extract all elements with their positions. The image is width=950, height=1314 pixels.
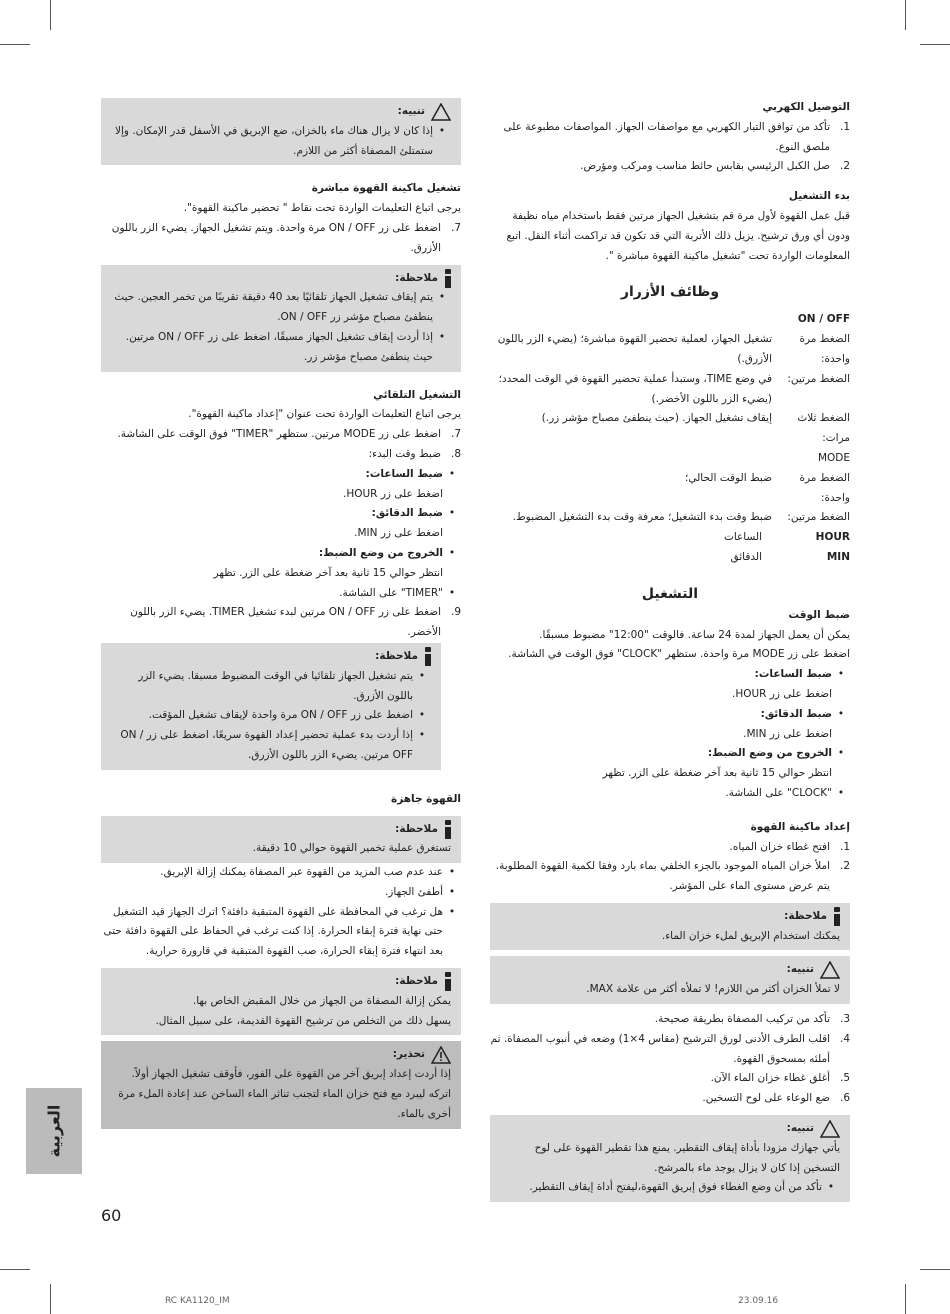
warning-triangle-icon (820, 1120, 840, 1138)
page-number: 60 (101, 1206, 122, 1225)
numbered-item: 1. تأكد من توافق التيار الكهربي مع مواصفات الجهاز. المواصفات مطبوعة على ملصق النوع. (503, 120, 850, 153)
note-box: ملاحظة: يمكن إزالة المصفاة من الجهاز من خلال المقبض الخاص بها. يسهل ذلك من التخلص من ترشيح القهوة القديمة، على سبيل المثال. (101, 968, 461, 1035)
bullet-item: • أطفئ الجهاز. (384, 885, 456, 898)
crop-mark (920, 1269, 950, 1270)
auto-intro: يرجى اتباع التعليمات الواردة تحت عنوان "إعداد ماكينة القهوة". (188, 408, 461, 421)
crop-mark (905, 0, 906, 30)
info-icon (444, 269, 451, 288)
numbered-item: 2. صل الكبل الرئيسي بقابس حائط مناسب ومركب ومؤرض. (580, 160, 850, 173)
numbered-item: 8. ضبط وقت البدء: (368, 447, 461, 460)
note-box: ملاحظة: تستغرق عملية تخمير القهوة حوالي 10 دقيقة. (101, 816, 461, 864)
numbered-item: 4. اقلب الطرف الأدنى لورق الترشيح (مقاس 4×1) وضعه في أنبوب المصفاة. ثم أملئه بمسحوق القهوة. (490, 1032, 850, 1065)
bullet-item: • هل ترغب في المحافظة على القهوة المتبقية دافئة؟ اترك الجهاز قيد التشغيل حتى نهاية فترة إبقاء الحرارة. إذا كنت ترغب في الحفاظ على القهوة دافئة حتى بعد انتهاء فترة إبقاء الحرارة، صب القهوة المتبقية في قارورة حرارية. (103, 905, 456, 958)
crop-mark (0, 44, 30, 45)
numbered-item: 7. اضغط على زر ON / OFF مرة واحدة. ويتم تشغيل الجهاز. يضيء الزر باللون الأزرق. (111, 221, 461, 254)
auto-heading: التشغيل التلقائي (373, 388, 461, 401)
direct-heading: تشغيل ماكينة القهوة مباشرة (311, 182, 461, 195)
warning-box: تحذير: إذا أردت إعداد إبريق آخر من القهوة على الفور، فأوقف تشغيل الجهاز أولاً. اتركه ليبرد مع فتح خزان الماء لتجنب تناثر الماء الساخن عند إعادة الملء مرة أخرى بالماء. (101, 1041, 461, 1128)
info-icon (444, 820, 451, 839)
numbered-item: 2. املأ خزان المياه الموجود بالجزء الخلفي بماء بارد وفقا لكمية القهوة المطلوبة. يتم عرض مستوى الماء على المؤشر. (495, 860, 850, 893)
key-row: الضغط مرة واحدة: تشغيل الجهاز، لعملية تحضير القهوة مباشرة؛ (يضيء الزر باللون الأزرق.) (497, 333, 850, 365)
keys-section-title: وظائف الأزرار (620, 284, 720, 301)
mode-label: MODE (817, 451, 850, 464)
start-paragraph: قبل عمل القهوة لأول مرة قم بتشغيل الجهاز مرتين فقط باستخدام مياه نظيفة ودون أي ورق ترشيح. يزيل ذلك الأتربة التي قد تكون قد تراكمت أثناء النقل. اتبع المعلومات الواردة تحت "تشغيل ماكينة القهوة مباشرة ". (506, 209, 850, 262)
note-box: ملاحظة: يمكنك استخدام الإبريق لملء خزان الماء. (490, 903, 850, 951)
language-tab: العربية (26, 1088, 82, 1174)
info-icon (444, 972, 451, 991)
start-heading: بدء التشغيل (788, 190, 850, 203)
numbered-item: 1. افتح غطاء خزان المياه. (729, 840, 850, 853)
bullet-item: • ضبط الساعات: (365, 467, 456, 480)
bullet-item: • الخروج من وضع الضبط: (707, 747, 845, 760)
set-time-line: اضغط على زر MODE مرة واحدة. ستظهر "CLOCK" فوق الوقت في الشاشة. (508, 648, 850, 661)
warning-triangle-icon (431, 103, 451, 121)
info-icon (424, 647, 431, 666)
left-column: تنبيه: • إذا كان لا يزال هناك ماء بالخزان، ضع الإبريق في الأسفل قدر الإمكان. وإلا ستمتلئ المصفاة أكثر من اللازم. تشغيل ماكينة القهوة مباشرة يرجى اتباع التعليمات الواردة تحت نقاط " تحضير ماكينة القهوة". 7. اضغط على زر ON / OFF مرة واحدة. ويتم تشغيل الجهاز. يضيء الزر باللون الأزرق. ملاحظة: • يتم إيقاف تشغيل الجهاز تلقائيًا بعد 40 دقيقة تقريبًا من تخمر العجين. حيث ينطفئ مصباح مؤشر زر ON / OFF. • إذا أردت إيقاف تشغيل الجهاز مسبقًا، اضغط على زر ON / OFF مرتين. حيث ينطفئ مصباح مؤشر زر. التشغيل التلقائي يرجى اتباع التعليمات الواردة تحت عنوان "إعداد ماكينة القهوة". 7. اضغط على زر MODE مرتين. ستظهر "TIMER" فوق الوقت على الشاشة. 8. ضبط وقت البدء: • ضبط الساعات: اضغط على زر HOUR. • ضبط الدقائق: اضغط على زر MIN. • الخروج من وضع الضبط: انتظر حوالي 15 ثانية بعد آخر ضغطة على الزر. تظهر • "TIMER" على الشاشة. 9. اضغط على زر ON / OFF مرتين لبدء تشغيل TIMER. يضيء الزر باللون الأخضر. ملاحظة: • يتم تشغيل الجهاز تلقائيا في الوقت المضبوط مسبقا. يضيء الزر باللون الأزرق. • اضغط على زر ON / OFF مرة واحدة لإيقاف تشغيل المؤقت. • إذا أردت بدء عملية تحضير إعداد القهوة سريعًا، اضغط على زر ON / OFF مرتين. يضيء الزر باللون الأزرق. القهوة جاهزة ملاحظة: تستغرق عملية تخمير القهوة حوالي 10 دقيقة. • عند عدم صب المزيد من القهوة عبر المصفاة يمكنك إزالة الإبريق. • أطفئ الجهاز. • هل ترغب في المحافظة على القهوة المتبقية دافئة؟ اترك الجهاز قيد التشغيل حتى نهاية فترة إبقاء الحرارة. إذا كنت ترغب في الحفاظ على القهوة دافئة حتى بعد انتهاء فترة إبقاء الحرارة، صب القهوة المتبقية في قارورة حرارية. ملاحظة: يمكن إزالة المصفاة من الجهاز من خلال المقبض الخاص بها. يسهل ذلك من التخلص من ترشيح القهوة القديمة، على سبيل المثال. تحذير: إذا أردت إعداد إبريق آخر من القهوة على الفور، فأوقف تشغيل الجهاز أولاً. اتركه ليبرد مع فتح خزان الماء لتجنب تناثر الماء الساخن عند إعادة الملء مرة أخرى بالماء. (101, 98, 461, 1129)
direct-intro: يرجى اتباع التعليمات الواردة تحت نقاط " تحضير ماكينة القهوة". (183, 202, 461, 215)
ready-heading: القهوة جاهزة (391, 792, 461, 805)
bullet-item: • "TIMER" على الشاشة. (339, 586, 456, 599)
numbered-item: 7. اضغط على زر MODE مرتين. ستظهر "TIMER" فوق الوقت على الشاشة. (117, 428, 461, 441)
key-row: الضغط ثلاث مرات: إيقاف تشغيل الجهاز. (حيث ينطفئ مصباح مؤشر زر.) (541, 412, 850, 445)
bullet-item: • الخروج من وضع الضبط: (318, 546, 456, 559)
warning-triangle-icon (820, 961, 840, 979)
operation-section-title: التشغيل (641, 585, 699, 602)
bullet-item: • عند عدم صب المزيد من القهوة عبر المصفاة يمكنك إزالة الإبريق. (160, 866, 456, 879)
caution-box: تنبيه: • إذا كان لا يزال هناك ماء بالخزان، ضع الإبريق في الأسفل قدر الإمكان. وإلا ستمتلئ المصفاة أكثر من اللازم. (101, 98, 461, 165)
warning-triangle-icon (431, 1046, 451, 1064)
set-time-line: يمكن أن يعمل الجهاز لمدة 24 ساعة. فالوقت "12:00" مضبوط مسبقًا. (539, 628, 850, 641)
key-row: HOUR الساعات (723, 531, 850, 544)
right-column: التوصيل الكهربي 1. تأكد من توافق التيار الكهربي مع مواصفات الجهاز. المواصفات مطبوعة على ملصق النوع. 2. صل الكبل الرئيسي بقابس حائط مناسب ومركب ومؤرض. بدء التشغيل قبل عمل القهوة لأول مرة قم بتشغيل الجهاز مرتين فقط باستخدام مياه نظيفة ودون أي ورق ترشيح. يزيل ذلك الأتربة التي قد تكون قد تراكمت أثناء النقل. اتبع المعلومات الواردة تحت "تشغيل ماكينة القهوة مباشرة ". وظائف الأزرار ON / OFF الضغط مرة واحدة: تشغيل الجهاز، لعملية تحضير القهوة مباشرة؛ (يضيء الزر باللون الأزرق.) الضغط مرتين: في وضع TIME، وستبدأ عملية تحضير القهوة في الوقت المحدد؛ (يضيء الزر باللون الأخضر.) الضغط ثلاث مرات: إيقاف تشغيل الجهاز. (حيث ينطفئ مصباح مؤشر زر.) MODE الضغط مرة واحدة: ضبط الوقت الحالي؛ الضغط مرتين: ضبط وقت بدء التشغيل؛ معرفة وقت بدء التشغيل المضبوط. HOUR الساعات MIN الدقائق التشغيل ضبط الوقت يمكن أن يعمل الجهاز لمدة 24 ساعة. فالوقت "12:00" مضبوط مسبقًا. اضغط على زر MODE مرة واحدة. ستظهر "CLOCK" فوق الوقت في الشاشة. • ضبط الساعات: اضغط على زر HOUR. • ضبط الدقائق: اضغط على زر MIN. • الخروج من وضع الضبط: انتظر حوالي 15 ثانية بعد آخر ضغطة على الزر. تظهر • "CLOCK" على الشاشة. إعداد ماكينة القهوة 1. افتح غطاء خزان المياه. 2. املأ خزان المياه الموجود بالجزء الخلفي بماء بارد وفقا لكمية القهوة المطلوبة. يتم عرض مستوى الماء على المؤشر. ملاحظة: يمكنك استخدام الإبريق لملء خزان الماء. تنبيه: لا تملأ الخزان أكثر من اللازم! لا تملأه أكثر من علامة MAX. 3. تأكد من تركيب المصفاة بطريقة صحيحة. 4. اقلب الطرف الأدنى لورق الترشيح (مقاس 4×1) وضعه في أنبوب المصفاة. ثم أملئه بمسحوق القهوة. 5. أغلق غطاء خزان الماء الآن. 6. ضع الوعاء على لوح التسخين. تنبيه: يأتي جهازك مزودا بأداة إيقاف التقطير. يمنع هذا تقطير القهوة على لوح التسخين إذا كان لا يزال يوجد ماء بالمرشح. • تأكد من أن وضع الغطاء فوق إبريق القهوة،ليفتح أداة إيقاف التقطير. (490, 98, 850, 1202)
bullet-item: • ضبط الدقائق: (760, 707, 845, 720)
crop-mark (920, 44, 950, 45)
note-box: ملاحظة: • يتم تشغيل الجهاز تلقائيا في الوقت المضبوط مسبقا. يضيء الزر باللون الأزرق. • اضغط على زر ON / OFF مرة واحدة لإيقاف تشغيل المؤقت. • إذا أردت بدء عملية تحضير إعداد القهوة سريعًا، اضغط على زر ON / OFF مرتين. يضيء الزر باللون الأزرق. (101, 643, 441, 770)
crop-mark (50, 0, 51, 30)
key-row: الضغط مرة واحدة: ضبط الوقت الحالي؛ (685, 471, 850, 504)
key-row: MIN الدقائق (730, 550, 850, 563)
prepare-heading: إعداد ماكينة القهوة (750, 820, 850, 833)
numbered-item: 6. ضع الوعاء على لوح التسخين. (702, 1092, 850, 1105)
bullet-item: • ضبط الساعات: (754, 668, 845, 681)
crop-mark (905, 1284, 906, 1314)
bullet-item: • "CLOCK" على الشاشة. (725, 786, 845, 799)
key-row: الضغط مرتين: ضبط وقت بدء التشغيل؛ معرفة وقت بدء التشغيل المضبوط. (512, 511, 850, 524)
key-row: الضغط مرتين: في وضع TIME، وستبدأ عملية تحضير القهوة في الوقت المحدد؛ (يضيء الزر باللون الأخضر.) (498, 372, 850, 405)
info-icon (833, 907, 840, 926)
onoff-label: ON / OFF (797, 313, 850, 326)
bullet-item: • ضبط الدقائق: (371, 507, 456, 520)
numbered-item: 3. تأكد من تركيب المصفاة بطريقة صحيحة. (654, 1013, 850, 1026)
numbered-item: 5. أغلق غطاء خزان الماء الآن. (710, 1072, 850, 1085)
note-box: ملاحظة: • يتم إيقاف تشغيل الجهاز تلقائيًا بعد 40 دقيقة تقريبًا من تخمر العجين. حيث ينطفئ مصباح مؤشر زر ON / OFF. • إذا أردت إيقاف تشغيل الجهاز مسبقًا، اضغط على زر ON / OFF مرتين. حيث ينطفئ مصباح مؤشر زر. (101, 265, 461, 372)
footer-date: 23.09.16 (738, 1296, 779, 1306)
set-time-heading: ضبط الوقت (788, 608, 850, 621)
numbered-item: 9. اضغط على زر ON / OFF مرتين لبدء تشغيل TIMER. يضيء الزر باللون الأخضر. (130, 606, 461, 639)
crop-mark (0, 1269, 30, 1270)
caution-box: تنبيه: يأتي جهازك مزودا بأداة إيقاف التقطير. يمنع هذا تقطير القهوة على لوح التسخين إذا كان لا يزال يوجد ماء بالمرشح. • تأكد من أن وضع الغطاء فوق إبريق القهوة،ليفتح أداة إيقاف التقطير. (490, 1115, 850, 1202)
crop-mark (50, 1284, 51, 1314)
caution-box: تنبيه: لا تملأ الخزان أكثر من اللازم! لا تملأه أكثر من علامة MAX. (490, 956, 850, 1004)
footer-code: RC KA1120_IM (165, 1296, 230, 1306)
electrical-heading: التوصيل الكهربي (762, 101, 850, 113)
